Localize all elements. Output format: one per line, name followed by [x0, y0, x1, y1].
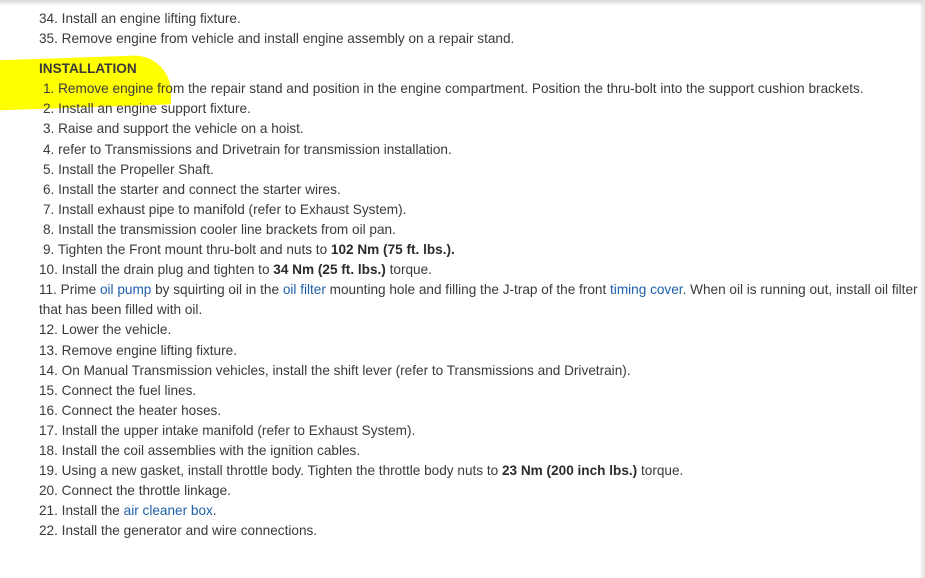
step-9: 9. Tighten the Front mount thru-bolt and nuts to 102 Nm (75 ft. lbs.).: [43, 242, 455, 258]
torque-value: 23 Nm (200 inch lbs.): [501, 463, 638, 479]
step-34: 34. Install an engine lifting fixture.: [39, 11, 241, 26]
step-12: 12. Lower the vehicle.: [39, 322, 172, 338]
step-1: 1. Remove engine from the repair stand and position in the engine compartment. Position the thru-bolt into the support cushion brackets.: [43, 81, 864, 97]
step-18: 18. Install the coil assemblies with the ignition cables.: [39, 442, 361, 458]
step-15: 15. Connect the fuel lines.: [39, 382, 197, 398]
step-20: 20. Connect the throttle linkage.: [39, 483, 231, 499]
step-10: 10. Install the drain plug and tighten to 34 Nm (25 ft. lbs.) torque.: [39, 262, 432, 278]
step-13: 13. Remove engine lifting fixture.: [39, 342, 237, 358]
installation-heading: INSTALLATION: [39, 61, 137, 77]
step-5: 5. Install the Propeller Shaft.: [43, 161, 214, 177]
step-11: 11. Prime oil pump by squirting oil in the oil filter mounting hole and filling the J-trap of the front timing cover. When oil is running out, install oil filter that has been filled with oil.: [39, 282, 918, 318]
step-22: 22. Install the generator and wire connections.: [39, 523, 318, 539]
step-17: 17. Install the upper intake manifold (refer to Exhaust System).: [39, 422, 416, 438]
step-21: 21. Install the air cleaner box.: [39, 503, 217, 519]
oil-filter-link[interactable]: oil filter: [282, 282, 326, 298]
instructions-content: [39, 9, 918, 541]
air-cleaner-box-link[interactable]: air cleaner box: [123, 503, 213, 519]
step-4: 4. refer to Transmissions and Drivetrain for transmission installation.: [43, 141, 452, 157]
top-edge-shadow: [0, 0, 925, 6]
step-14: 14. On Manual Transmission vehicles, install the shift lever (refer to Transmissions and Drivetrain).: [39, 362, 631, 378]
step-7: 7. Install exhaust pipe to manifold (refer to Exhaust System).: [43, 201, 407, 217]
oil-pump-link[interactable]: oil pump: [99, 282, 152, 298]
step-19: 19. Using a new gasket, install throttle body. Tighten the throttle body nuts to 23 Nm (200 inch lbs.) torque.: [39, 463, 684, 479]
step-35: 35. Remove engine from vehicle and install engine assembly on a repair stand.: [39, 31, 515, 47]
step-6: 6. Install the starter and connect the starter wires.: [43, 181, 341, 197]
step-3: 3. Raise and support the vehicle on a hoist.: [43, 121, 304, 137]
step-2: 2. Install an engine support fixture.: [43, 101, 251, 117]
step-16: 16. Connect the heater hoses.: [39, 402, 222, 418]
torque-value: 102 Nm (75 ft. lbs.).: [330, 242, 455, 258]
torque-value: 34 Nm (25 ft. lbs.): [273, 262, 386, 278]
timing-cover-link[interactable]: timing cover: [610, 282, 683, 298]
step-8: 8. Install the transmission cooler line brackets from oil pan.: [43, 221, 396, 237]
